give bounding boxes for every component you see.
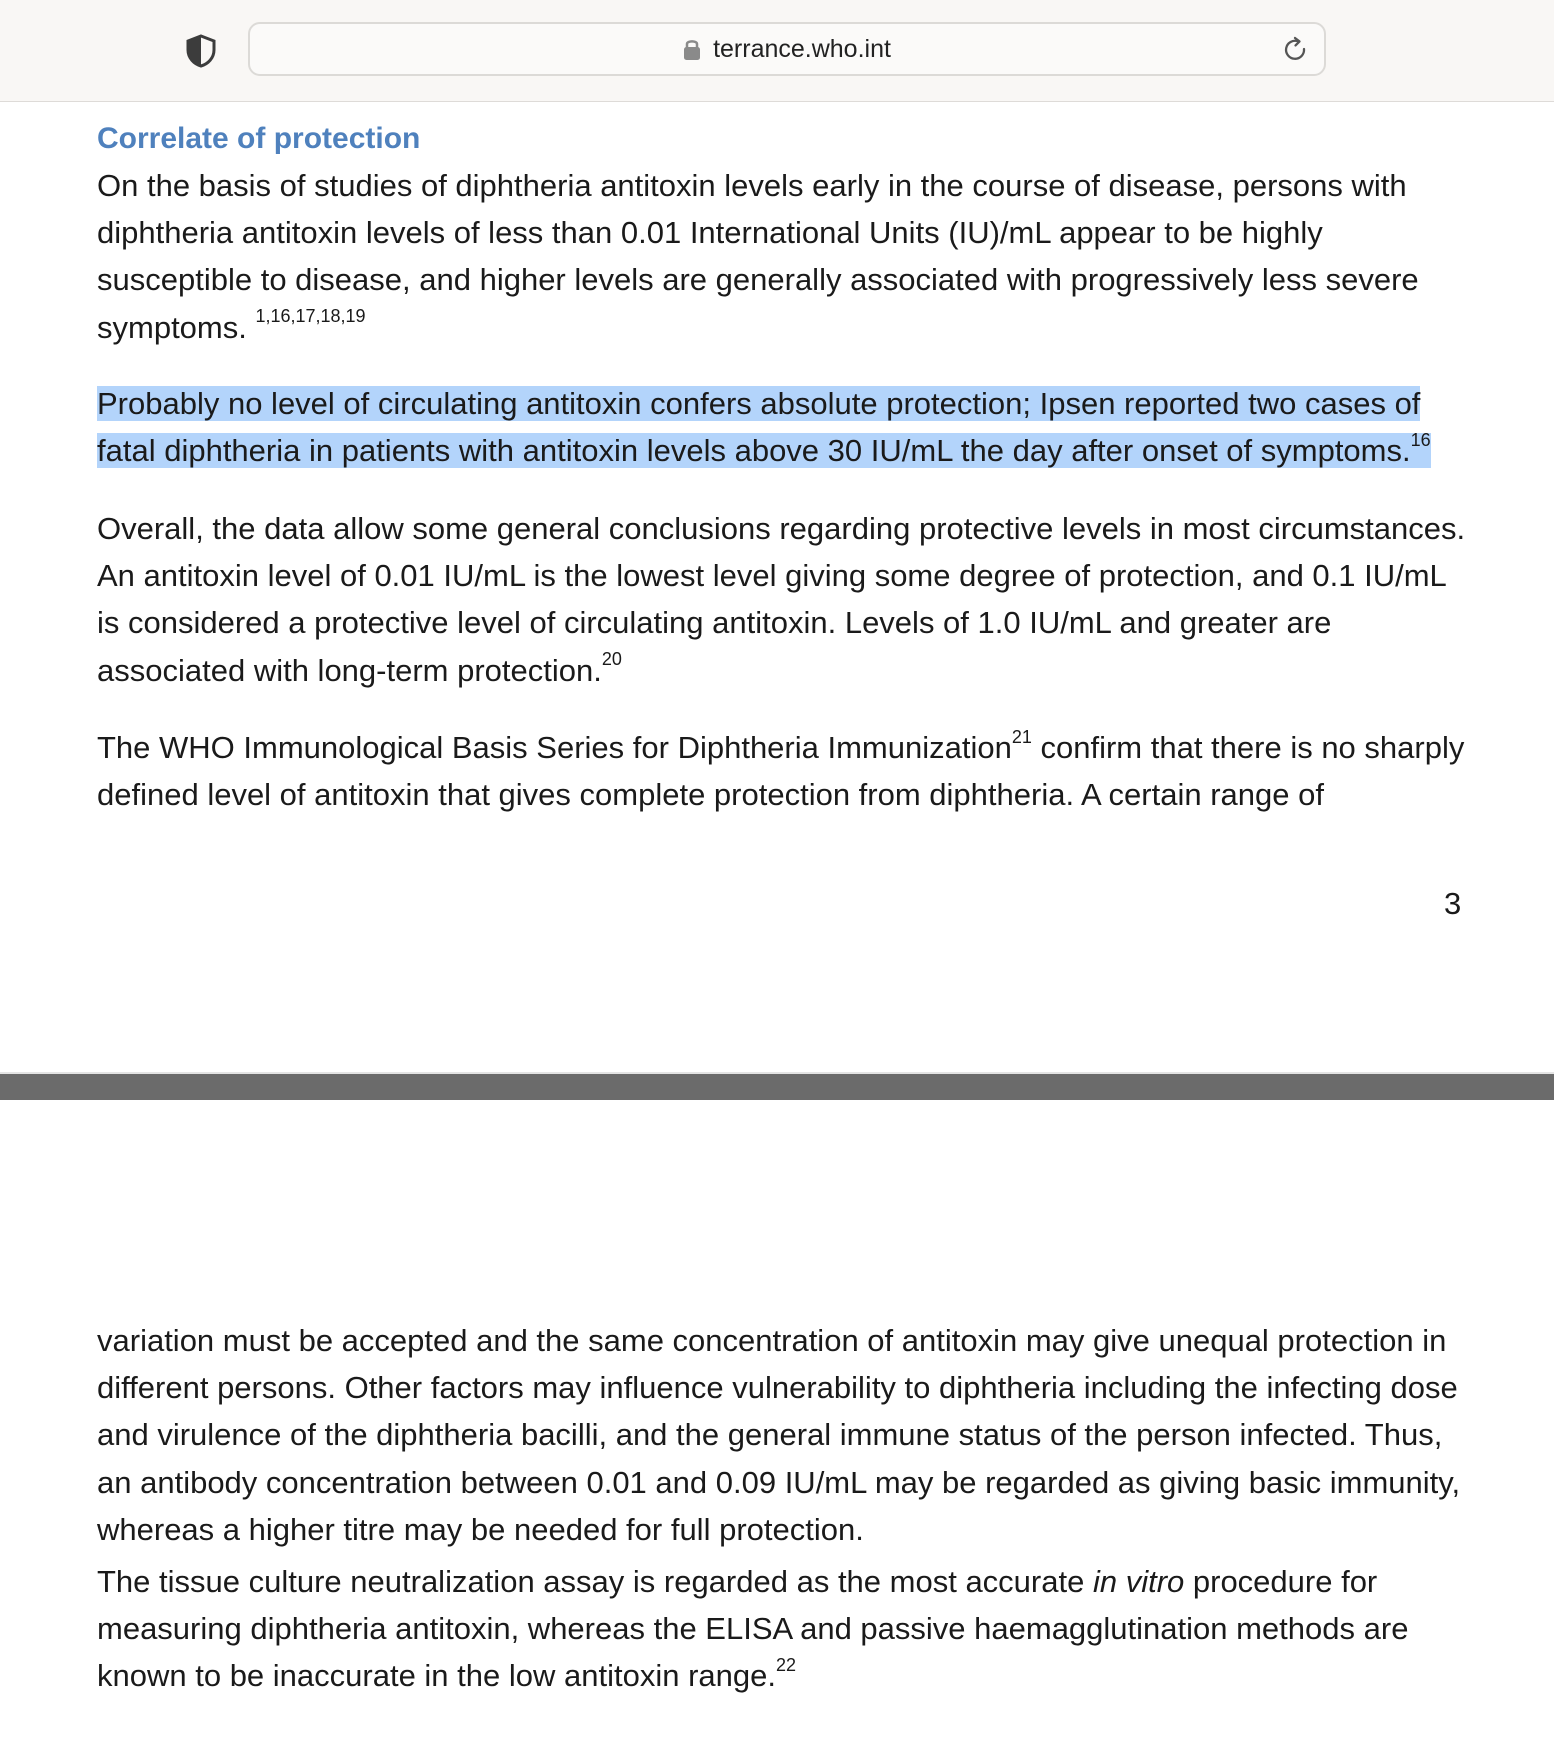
reference-superscript: 20 bbox=[601, 649, 622, 670]
paragraph-text: Overall, the data allow some general conclusions regarding protective levels in most circumstances. An antitoxin level of 0.01 IU/mL is the lowest level giving some degree of protection, and 0.1 IU/mL is considered a protective level of circulating antitoxin. Levels of 1.0 IU/mL and greater are associated with long-term protection. bbox=[97, 511, 1466, 688]
paragraph-text: The tissue culture neutralization assay is regarded as the most accurate bbox=[97, 1564, 1093, 1599]
document-page-4 bbox=[0, 1100, 1554, 1744]
shield-icon[interactable] bbox=[184, 33, 218, 69]
paragraph-correlate bbox=[97, 162, 1467, 351]
paragraph-text: On the basis of studies of diphtheria antitoxin levels early in the course of disease, persons with diphtheria antitoxin levels of less than 0.01 International Units (IU)/mL appear to be highly susceptible to disease, and higher levels are generally associated with progressively less severe symptoms. bbox=[97, 168, 1419, 345]
paragraph-overall bbox=[97, 505, 1467, 694]
paragraph-text: The WHO Immunological Basis Series for Diphtheria Immunization bbox=[97, 730, 1012, 765]
reference-superscript: 16 bbox=[1410, 429, 1431, 450]
url-text: terrance.who.int bbox=[713, 34, 891, 63]
paragraph-text: procedure for measuring diphtheria antitoxin, whereas the ELISA and passive haemagglutination methods are known to be inaccurate in the low antitoxin range. bbox=[97, 1564, 1409, 1694]
document-page-3 bbox=[0, 102, 1554, 1072]
paragraph-text: variation must be accepted and the same concentration of antitoxin may give unequal protection in different persons. Other factors may influence vulnerability to diphtheria including the infecting dose and virulence of the diphtheria bacilli, and the general immune status of the person infected. Thus, an antibody concentration between 0.01 and 0.09 IU/mL may be regarded as giving basic immunity, whereas a higher titre may be needed for full protection. bbox=[97, 1323, 1461, 1547]
reference-superscript: 22 bbox=[775, 1655, 797, 1676]
selected-text[interactable] bbox=[97, 386, 1431, 468]
lock-icon bbox=[683, 37, 701, 61]
browser-toolbar bbox=[0, 0, 1554, 102]
paragraph-highlighted bbox=[97, 380, 1467, 474]
paragraph-variation bbox=[97, 1317, 1467, 1553]
page-number: 3 bbox=[1444, 886, 1462, 921]
paragraph-assay bbox=[97, 1558, 1467, 1700]
address-bar[interactable] bbox=[248, 22, 1326, 76]
paragraph-text: Probably no level of circulating antitoxin confers absolute protection; Ipsen reported two cases of fatal diphtheria in patients with antitoxin levels above 30 IU/mL the day after onset of symptoms. bbox=[97, 386, 1421, 469]
reference-superscript: 21 bbox=[1011, 726, 1032, 747]
page-separator bbox=[0, 1072, 1554, 1100]
reload-icon[interactable] bbox=[1282, 36, 1310, 64]
italic-text: in vitro bbox=[1092, 1564, 1185, 1599]
reference-superscript: 1,16,17,18,19 bbox=[255, 306, 366, 327]
paragraph-text: confirm that there is no sharply defined level of antitoxin that gives complete protection from diphtheria. A certain range of bbox=[97, 730, 1465, 813]
section-heading: Correlate of protection bbox=[97, 122, 421, 155]
paragraph-who-series bbox=[97, 724, 1467, 818]
